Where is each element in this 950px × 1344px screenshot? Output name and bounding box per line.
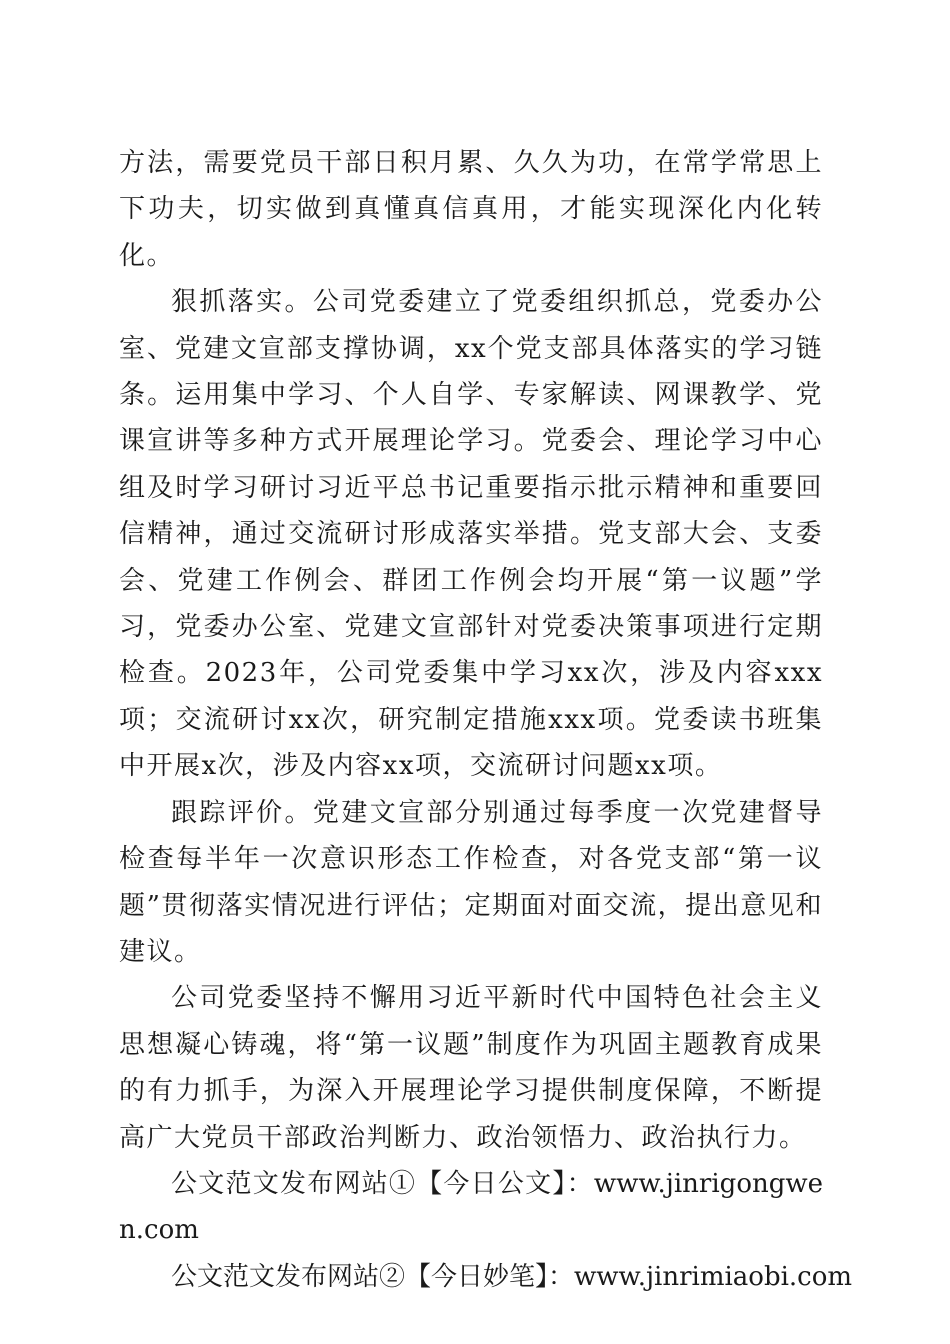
site-label-jinrimiaobi: 公文范文发布网站②【今日妙笔】： — [171, 1261, 575, 1292]
paragraph-implementation: 狠抓落实。公司党委建立了党委组织抓总，党委办公室、党建文宣部支撑协调，xx个党支部具体落实的学习链条。运用集中学习、个人自学、专家解读、网课教学、党课宣讲等多种方式开展理论学习。党委会、理论学习中心组及时学习研讨习近平总书记重要指示批示精神和重要回信精神，通过交流研讨形成落实举措。党支部大会、支委会、党建工作例会、群团工作例会均开展“第一议题”学习，党委办公室、党建文宣部针对党委决策事项进行定期检查。2023年，公司党委集中学习xx次，涉及内容xxx项；交流研讨xx次，研究制定措施xxx项。党委读书班集中开展x次，涉及内容xx项，交流研讨问题xx项。 — [119, 287, 823, 782]
site-label-jinrigongwen: 公文范文发布网站①【今日公文】： — [171, 1168, 594, 1199]
paragraph-method: 方法，需要党员干部日积月累、久久为功，在常学常思上下功夫，切实做到真懂真信真用，才能实现深化内化转化。 — [119, 148, 823, 271]
site-line-jinrimiaobi — [119, 1254, 853, 1300]
site-url-jinrigongwen[interactable]: www.jinrigongwen.com — [119, 1168, 823, 1246]
site-line-jinrigongwen — [119, 1161, 823, 1254]
document-body — [119, 140, 853, 1300]
paragraph-evaluation: 跟踪评价。党建文宣部分别通过每季度一次党建督导检查每半年一次意识形态工作检查，对各党支部“第一议题”贯彻落实情况进行评估；定期面对面交流，提出意见和建议。 — [119, 797, 823, 967]
paragraph-conclusion: 公司党委坚持不懈用习近平新时代中国特色社会主义思想凝心铸魂，将“第一议题”制度作为巩固主题教育成果的有力抓手，为深入开展理论学习提供制度保障，不断提高广大党员干部政治判断力、政治领悟力、政治执行力。 — [119, 983, 823, 1153]
site-url-jinrimiaobi[interactable]: www.jinrimiaobi.com — [574, 1261, 853, 1292]
